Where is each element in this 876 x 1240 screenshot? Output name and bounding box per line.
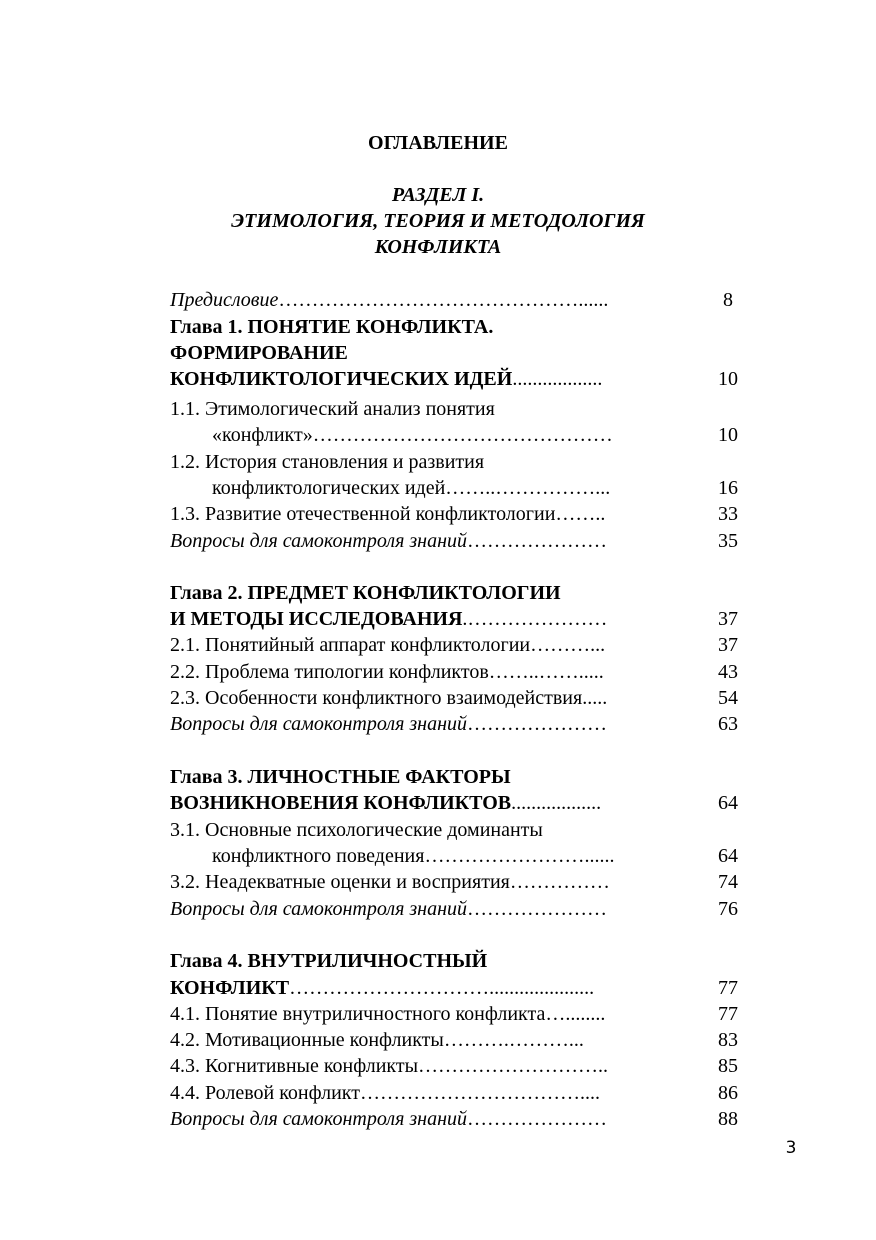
dot-leader: .................. (512, 368, 603, 390)
toc-title: ОГЛАВЛЕНИЕ (368, 132, 508, 154)
page-ref: 63 (718, 713, 738, 735)
dot-leader: ………………… (467, 713, 608, 735)
page-ref: 33 (718, 503, 738, 525)
page-ref: 64 (718, 792, 738, 814)
toc-entry-label: 4.3. Когнитивные конфликты……………………….. (170, 1055, 609, 1077)
section-label: РАЗДЕЛ I. (391, 184, 485, 206)
page-ref: 54 (718, 687, 738, 709)
dot-leader: ………………… (467, 530, 608, 552)
chapter-1-title-line3: КОНФЛИКТОЛОГИЧЕСКИХ ИДЕЙ (170, 368, 513, 390)
dot-leader: …………………………..................... (289, 977, 595, 999)
toc-entry-label: конфликтологических идей……..……………... (212, 477, 611, 499)
toc-entry-label: 2.2. Проблема типологии конфликтов……..……..... (170, 661, 604, 683)
toc-entry-label: Вопросы для самоконтроля знаний (170, 1108, 468, 1130)
section-title-line2: КОНФЛИКТА (374, 236, 502, 258)
page-ref: 35 (718, 530, 738, 552)
toc-entry-label: 2.1. Понятийный аппарат конфликтологии………... (170, 634, 606, 656)
page-ref: 8 (723, 289, 733, 311)
toc-entry-label: Вопросы для самоконтроля знаний (170, 530, 468, 552)
page-ref: 64 (718, 845, 738, 867)
dot-leader: ………………… (467, 898, 608, 920)
toc-entry-label: 4.1. Понятие внутриличностного конфликта…........ (170, 1003, 606, 1025)
page-ref: 77 (718, 1003, 738, 1025)
page-ref: 76 (718, 898, 738, 920)
page-ref: 16 (718, 477, 738, 499)
dot-leader: ………………………………………...... (278, 289, 609, 311)
page-ref: 77 (718, 977, 738, 999)
page-ref: 37 (718, 634, 738, 656)
toc-entry-label: 2.3. Особенности конфликтного взаимодействия..... (170, 687, 608, 709)
chapter-2-title-line2: И МЕТОДЫ ИССЛЕДОВАНИЯ (170, 608, 463, 630)
page-ref: 86 (718, 1082, 738, 1104)
toc-entry-label: 3.2. Неадекватные оценки и восприятия…………… (170, 871, 610, 893)
page-ref: 83 (718, 1029, 738, 1051)
page-ref: 88 (718, 1108, 738, 1130)
toc-entry-label: конфликтного поведения……………………...... (212, 845, 615, 867)
page-ref: 85 (718, 1055, 738, 1077)
toc-entry-label: Вопросы для самоконтроля знаний (170, 898, 468, 920)
toc-entry-label: 1.3. Развитие отечественной конфликтологии…….. (170, 503, 606, 525)
toc-entry-label: «конфликт»……………………………………… (212, 424, 613, 446)
page-ref: 74 (718, 871, 738, 893)
toc-entry-label: 4.2. Мотивационные конфликты……….………... (170, 1029, 584, 1051)
chapter-4-title-line2: КОНФЛИКТ (170, 977, 290, 999)
dot-leader: ………………… (467, 1108, 608, 1130)
page-ref: 10 (718, 424, 738, 446)
toc-entry-label: Вопросы для самоконтроля знаний (170, 713, 468, 735)
page-ref: 43 (718, 661, 738, 683)
section-title-line1: ЭТИМОЛОГИЯ, ТЕОРИЯ И МЕТОДОЛОГИЯ (231, 210, 645, 232)
toc-entry-label: 4.4. Ролевой конфликт…………………………….... (170, 1082, 600, 1104)
chapter-3-title-line2: ВОЗНИКНОВЕНИЯ КОНФЛИКТОВ (170, 792, 512, 814)
toc-entry-label: Предисловие (170, 289, 279, 311)
dot-leader: .................. (511, 792, 602, 814)
page-number: 3 (785, 1138, 797, 1158)
page-ref: 37 (718, 608, 738, 630)
dot-leader: .………………… (462, 608, 608, 630)
page-ref: 10 (718, 368, 738, 390)
